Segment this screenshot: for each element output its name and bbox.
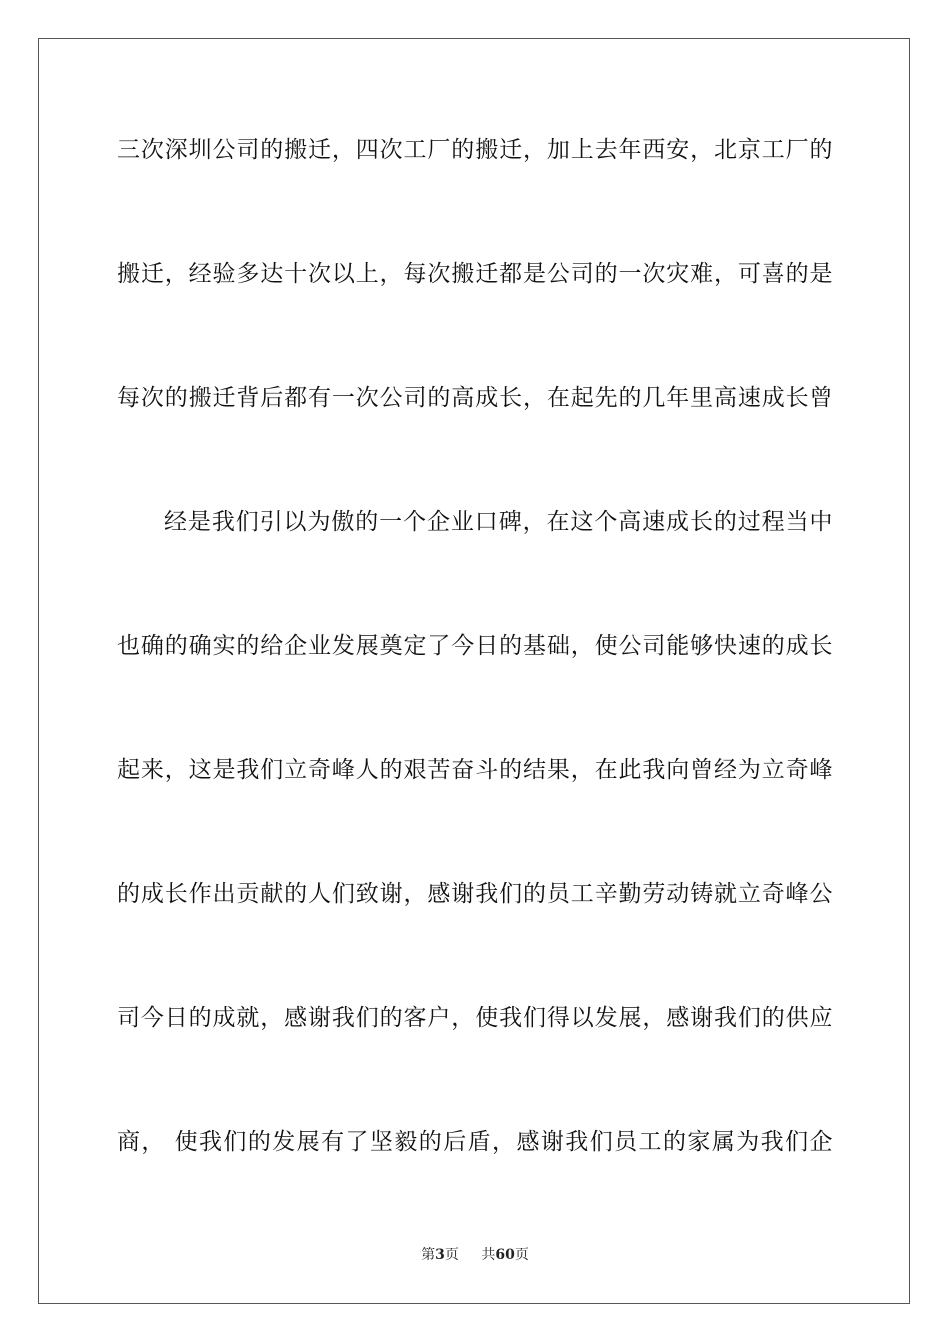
total-pages: 60: [495, 1247, 515, 1263]
page-footer: [0, 1246, 950, 1264]
page-number: 3: [435, 1247, 445, 1263]
text-line-7: 的成长作出贡献的人们致谢，感谢我们的员工辛勤劳动铸就立奇峰公: [117, 881, 833, 907]
text-line-8: 司今日的成就，感谢我们的客户，使我们得以发展，感谢我们的供应: [117, 1005, 833, 1031]
text-line-4: 经是我们引以为傲的一个企业口碑，在这个高速成长的过程当中: [164, 509, 833, 535]
page-border: [38, 38, 910, 1304]
text-line-2: 搬迁，经验多达十次以上，每次搬迁都是公司的一次灾难，可喜的是: [117, 261, 833, 287]
page-suffix: 页: [444, 1247, 459, 1263]
text-line-1: 三次深圳公司的搬迁，四次工厂的搬迁，加上去年西安，北京工厂的: [117, 137, 833, 163]
text-line-3: 每次的搬迁背后都有一次公司的高成长，在起先的几年里高速成长曾: [117, 385, 833, 411]
text-line-6: 起来，这是我们立奇峰人的艰苦奋斗的结果，在此我向曾经为立奇峰: [117, 757, 833, 783]
total-prefix: 共: [481, 1247, 496, 1263]
page-prefix: 第: [421, 1247, 436, 1263]
total-suffix: 页: [514, 1247, 529, 1263]
page-indicator: [421, 1247, 459, 1263]
text-line-5: 也确的确实的给企业发展奠定了今日的基础，使公司能够快速的成长: [117, 633, 833, 659]
text-line-9: 商， 使我们的发展有了坚毅的后盾，感谢我们员工的家属为我们企: [117, 1129, 833, 1155]
total-indicator: [481, 1247, 528, 1263]
